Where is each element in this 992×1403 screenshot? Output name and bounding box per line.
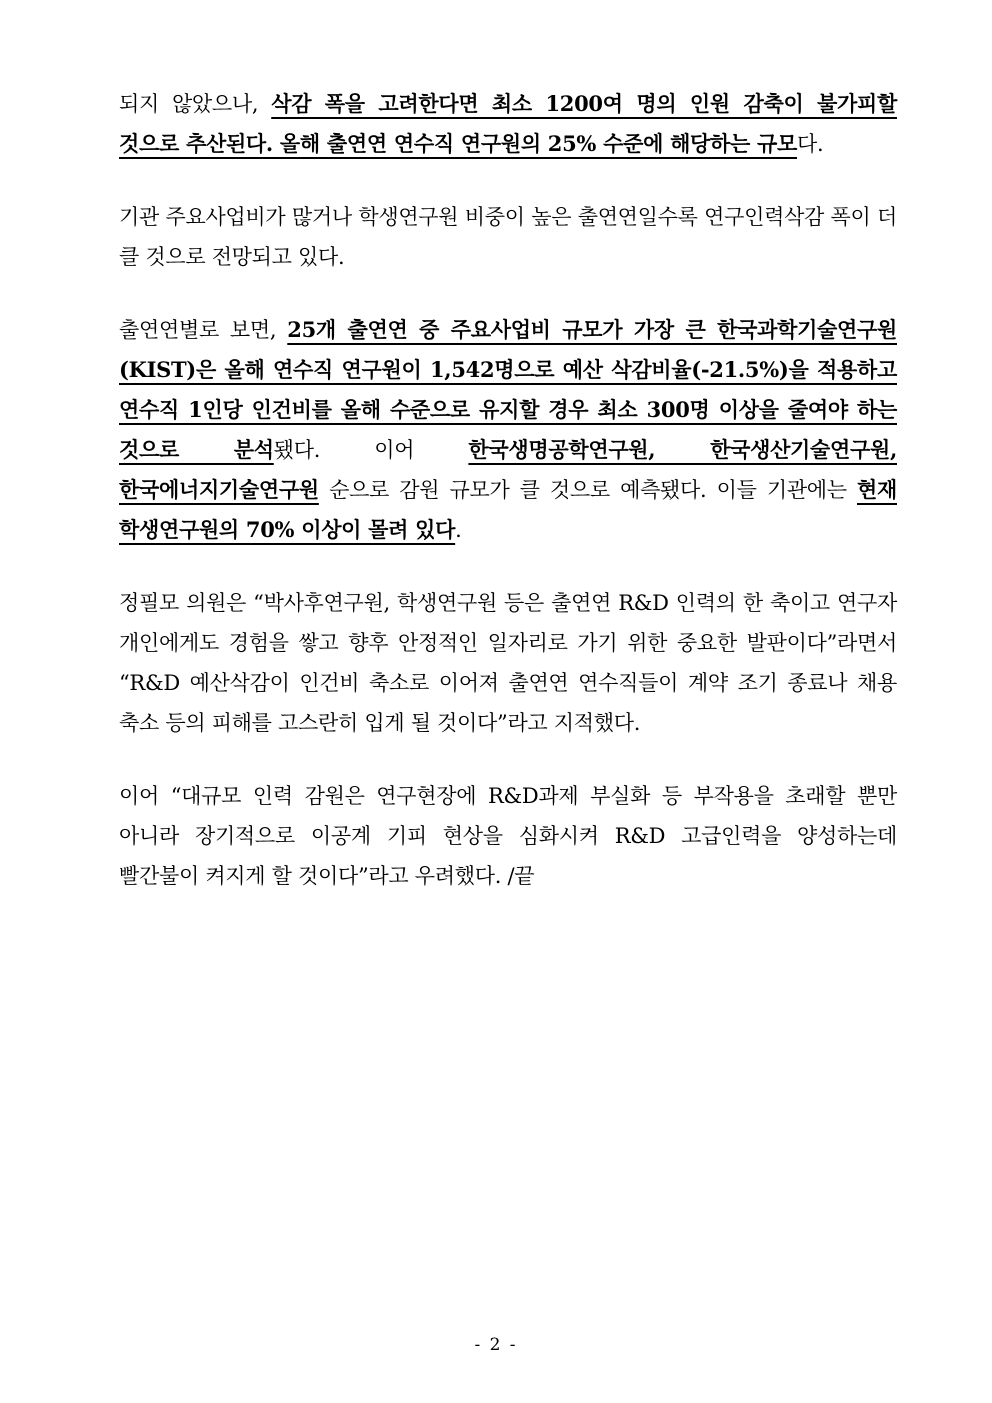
p1-highlight: 삭감 폭을 고려한다면 최소 1200여 명의 인원 감축이 불가피할 것으로 추산된다. 올해 출연연 연수직 연구원의 25% 수준에 해당하는 규모 [119,91,897,156]
paragraph-4 [119,583,897,743]
p1-text: 되지 않았으나, [119,92,272,116]
p3-text: 순으로 감원 규모가 클 것으로 예측됐다. 이들 기관에는 [318,478,858,502]
p3-highlight: 한국생명공학연구원, 한국생산기술연구원, 한국에너지기술연구원 [119,437,897,502]
p3-text: 출연연별로 보면, [119,318,288,342]
paragraph-2 [119,197,897,277]
p2-text: 기관 주요사업비가 많거나 학생연구원 비중이 높은 출연연일수록 연구인력삭감 폭이 더 클 것으로 전망되고 있다. [119,205,897,269]
p3-text: . [455,518,462,542]
p5-text: 이어 “대규모 인력 감원은 연구현장에 R&D과제 부실화 등 부작용을 초래할 뿐만 아니라 장기적으로 이공계 기피 현상을 심화시켜 R&D 고급인력을 양성하는데 빨간불이 켜지게 할 것이다”라고 우려했다. /끝 [119,784,897,888]
p3-highlight: 현재 학생연구원의 70% 이상이 몰려 있다 [119,477,897,542]
paragraph-5 [119,776,897,896]
p3-text: 됐다. 이어 [273,438,469,462]
paragraph-1 [119,84,897,164]
p3-highlight: 25개 출연연 중 주요사업비 규모가 가장 큰 한국과학기술연구원(KIST)은 올해 연수직 연구원이 1,542명으로 예산 삭감비율(-21.5%)을 적용하고 연수직 1인당 인건비를 올해 수준으로 유지할 경우 최소 300명 이상을 줄여야 하는 것으로 분석 [119,317,897,462]
paragraph-3 [119,310,897,550]
page-number: - 2 - [474,1335,518,1355]
body-text [119,84,897,929]
p4-text: 정필모 의원은 “박사후연구원, 학생연구원 등은 출연연 R&D 인력의 한 축이고 연구자 개인에게도 경험을 쌓고 향후 안정적인 일자리로 가기 위한 중요한 발판이다”라면서 “R&D 예산삭감이 인건비 축소로 이어져 출연연 연수직들이 계약 조기 종료나 채용 축소 등의 피해를 고스란히 입게 될 것이다”라고 지적했다. [119,591,897,735]
p1-text: 다. [797,132,824,156]
